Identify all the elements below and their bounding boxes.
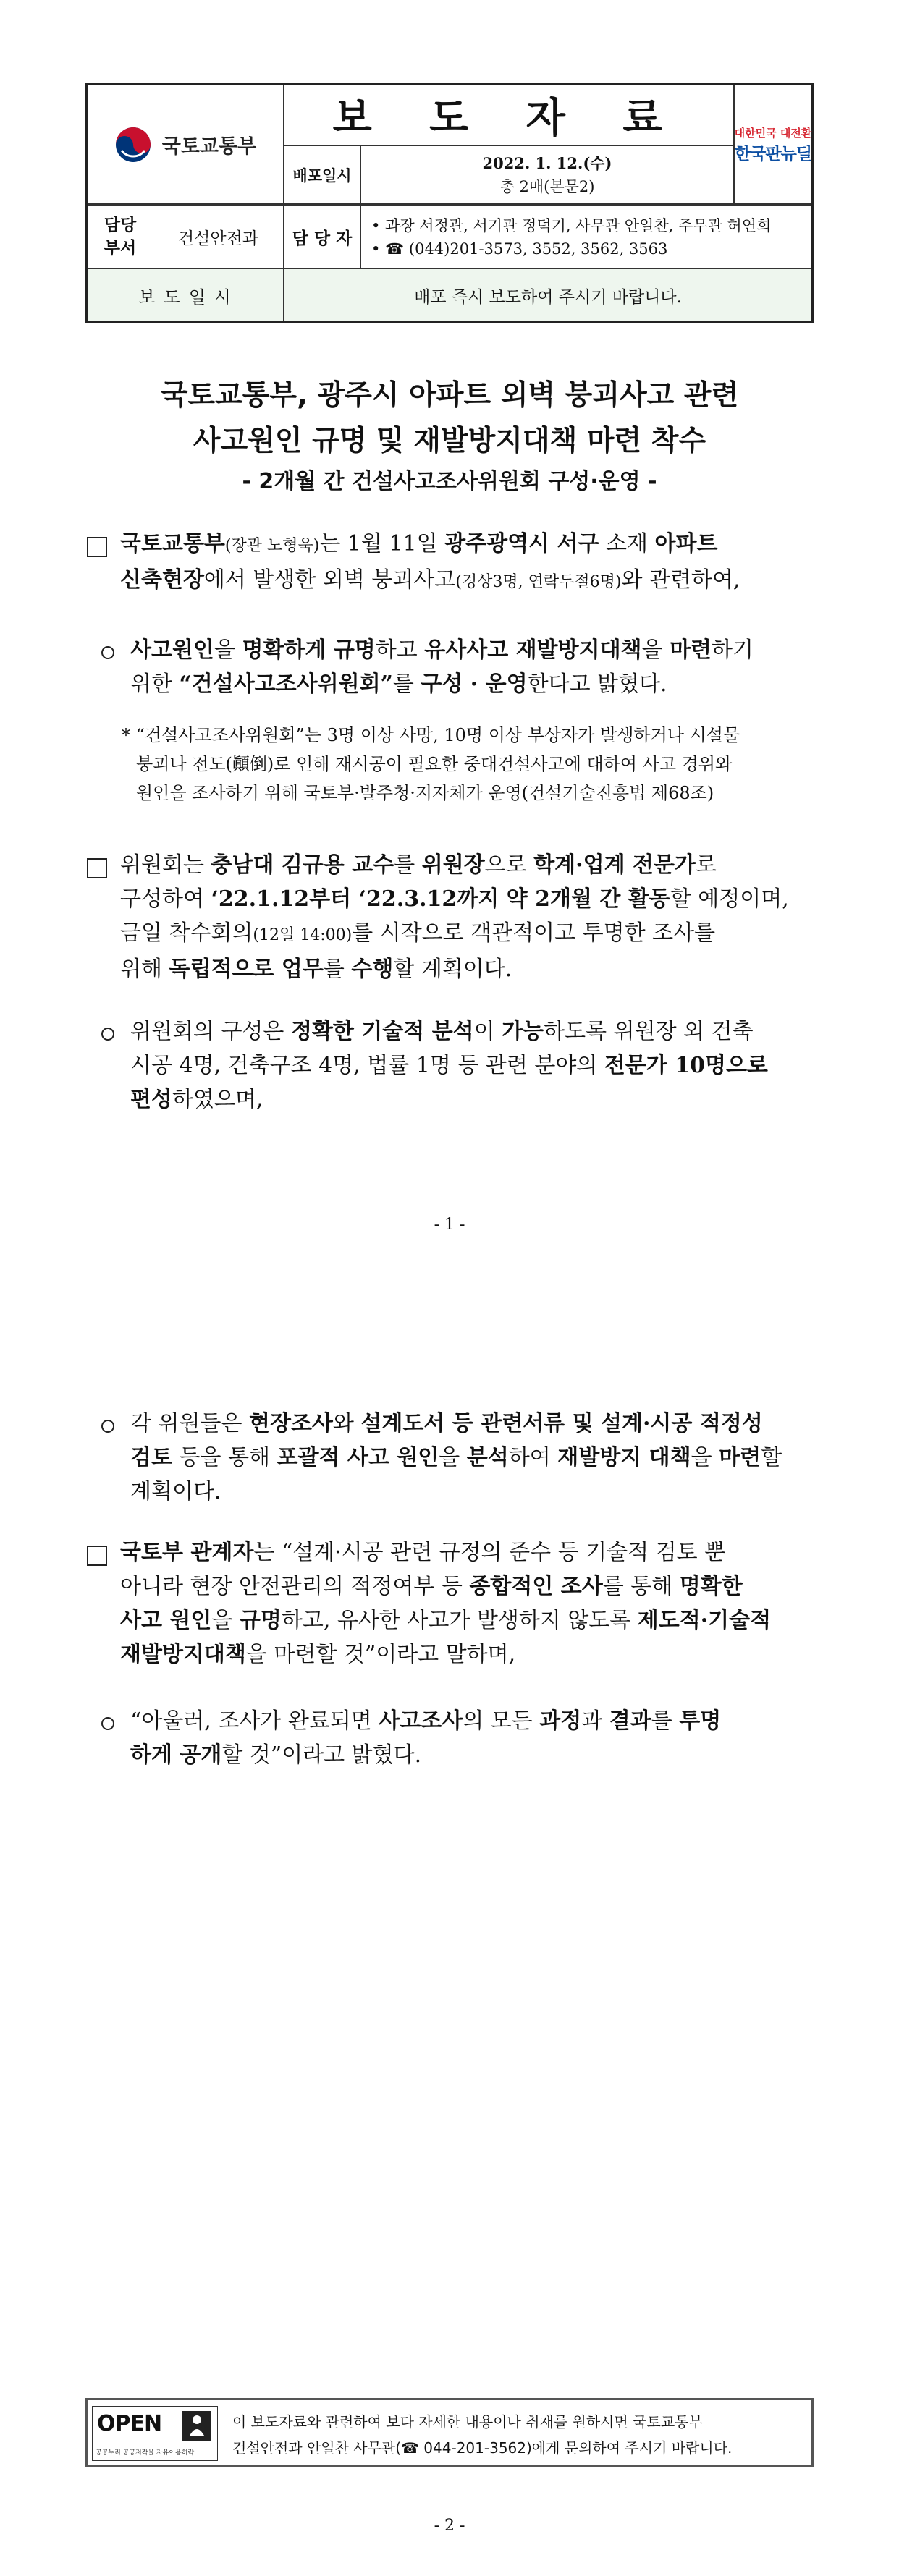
headline-line2: 사고원인 규명 및 재발방지대책 마련 착수 xyxy=(193,425,706,457)
attribution-person-icon xyxy=(182,2411,211,2441)
open-license-caption: 공공누리 공공저작물 자유이용허락 xyxy=(96,2449,195,2457)
korean-new-deal-logo xyxy=(735,85,811,203)
bullet-circle xyxy=(101,1028,114,1041)
dept-value: 건설안전과 xyxy=(177,229,259,248)
release-label: 보 도 일 시 xyxy=(138,287,232,308)
contact-names: • 과장 서정관, 서기관 정덕기, 사무관 안일찬, 주무관 허연희 xyxy=(371,217,772,234)
paragraph-6: 국토부 관계자는 “설계·시공 관련 규정의 준수 등 기술적 검토 뿐 아니라 현장 안전관리의 적정여부 등 종합적인 조사를 통해 명확한 사고 원인을 규명하고, 유사한 사고가 발생하지 않도록 제도적·기술적 재발방지대책을 마련할 것”이라고 말하며, xyxy=(120,1540,772,1667)
ministry-logo xyxy=(88,85,283,203)
bullet-circle xyxy=(101,1717,114,1730)
footnote-committee-definition: * “건설사고조사위원회”는 3명 이상 사망, 10명 이상 부상자가 발생하거나 시설물 붕괴나 전도(顚倒)로 인해 재시공이 필요한 중대건설사고에 대하여 사고 경위와 원인을 조사하기 위해 국토부·발주청·지자체가 운영(건설기술진흥법 제68조) xyxy=(122,725,740,803)
open-license-badge xyxy=(92,2406,218,2461)
paragraph-5: 각 위원들은 현장조사와 설계도서 등 관련서류 및 설계·시공 적정성 검토 등을 통해 포괄적 사고 원인을 분석하여 재발방지 대책을 마련할 계획이다. xyxy=(130,1411,782,1504)
bullet-circle xyxy=(101,646,114,659)
distribution-date-label: 배포일시 xyxy=(292,166,352,185)
dept-label: 담당 부서 xyxy=(104,215,137,258)
bullet-circle xyxy=(101,1420,114,1433)
contact-label: 담 당 자 xyxy=(292,228,353,248)
open-label: OPEN xyxy=(97,2411,162,2436)
press-release-title: 보 도 자 료 xyxy=(332,95,684,142)
contact-footer xyxy=(85,2398,814,2467)
footer-line-2: 건설안전과 안일찬 사무관(☎ 044-201-3562)에게 문의하여 주시기 바랍니다. xyxy=(232,2439,733,2457)
headline-subtitle: - 2개월 간 건설사고조사위원회 구성·운영 - xyxy=(242,469,657,494)
paragraph-4: 위원회의 구성은 정확한 기술적 분석이 가능하도록 위원장 외 건축 시공 4명, 건축구조 4명, 법률 1명 등 관련 분야의 전문가 10명으로 편성하였으며, xyxy=(130,1019,768,1112)
ministry-emblem-icon xyxy=(114,126,152,164)
paragraph-2: 사고원인을 명확하게 규명하고 유사사고 재발방지대책을 마련하기 위한 “건설사고조사위원회”를 구성 · 운영한다고 밝혔다. xyxy=(130,637,754,697)
contact-phone: • ☎ (044)201-3573, 3552, 3562, 3563 xyxy=(371,240,668,258)
bullet-box xyxy=(87,537,107,557)
distribution-date: 2022. 1. 12.(수) xyxy=(482,153,612,172)
press-release-header xyxy=(85,83,814,323)
headline-line1: 국토교통부, 광주시 아파트 외벽 붕괴사고 관련 xyxy=(160,379,739,412)
page-count: 총 2매(본문2) xyxy=(499,177,595,195)
paragraph-1: 국토교통부(장관 노형욱)는 1월 11일 광주광역시 서구 소재 아파트 신축현장에서 발생한 외벽 붕괴사고(경상3명, 연락두절6명)와 관련하여, xyxy=(120,531,740,593)
ministry-name: 국토교통부 xyxy=(161,135,257,158)
brand-name: 한국판뉴딜 xyxy=(734,144,812,164)
footer-line-1: 이 보도자료와 관련하여 보다 자세한 내용이나 취재를 원하시면 국토교통부 xyxy=(232,2413,703,2431)
paragraph-3: 위원회는 충남대 김규용 교수를 위원장으로 학계·업계 전문가로 구성하여 ‘22.1.12부터 ‘22.3.12까지 약 2개월 간 활동할 예정이며, 금일 착수회의(12일 14:00)를 시작으로 객관적이고 투명한 조사를 위해 독립적으로 업무를 수행할 계획이다. xyxy=(120,852,789,982)
page-number-1: - 1 - xyxy=(434,1216,465,1234)
paragraph-7: “아울러, 조사가 완료되면 사고조사의 모든 과정과 결과를 투명 하게 공개할 것”이라고 밝혔다. xyxy=(130,1708,722,1768)
brand-tagline: 대한민국 대전환 xyxy=(734,126,812,140)
bullet-box xyxy=(87,858,107,878)
bullet-box xyxy=(87,1546,107,1566)
release-value: 배포 즉시 보도하여 주시기 바랍니다. xyxy=(414,287,682,307)
page-number-2: - 2 - xyxy=(434,2517,465,2535)
